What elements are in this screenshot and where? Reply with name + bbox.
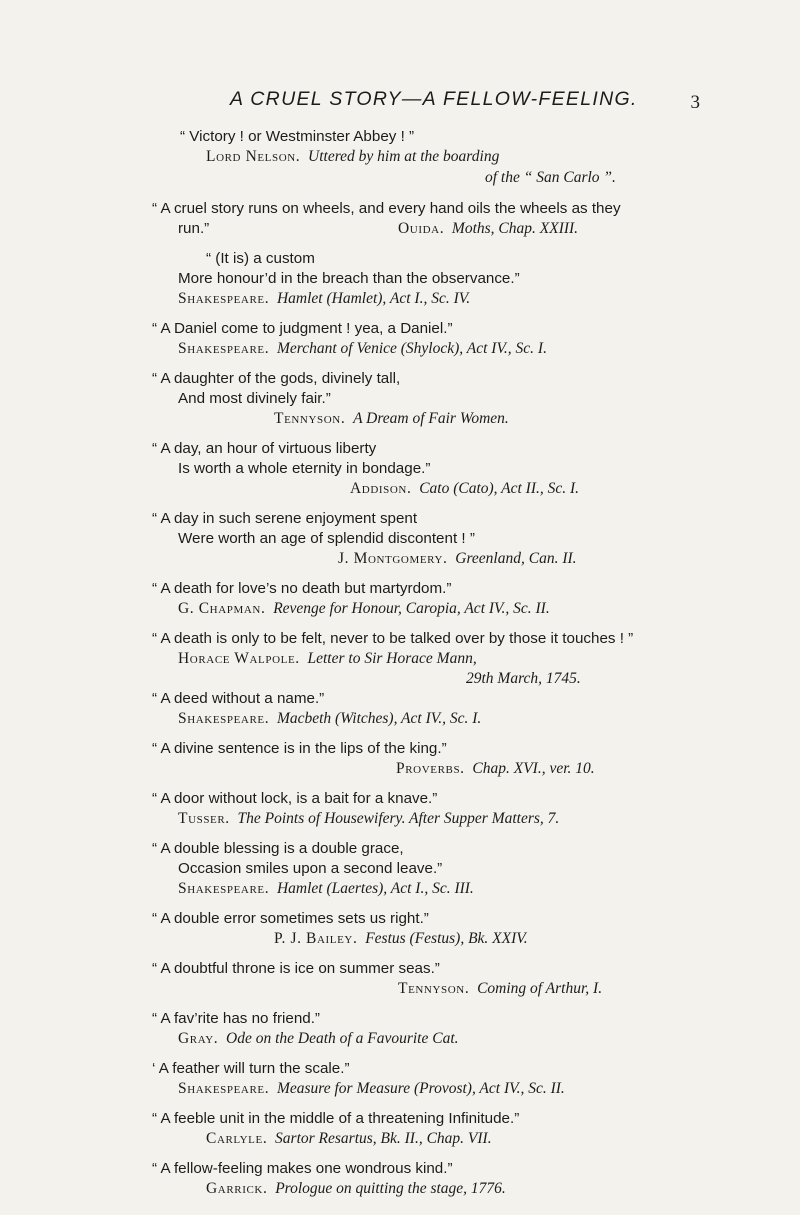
attribution-source: Coming of Arthur, I. [477,980,603,997]
attribution-source: 29th March, 1745. [466,670,581,687]
attribution-author: Tusser. [178,810,230,827]
attribution-line [350,479,579,499]
attribution-source: Cato (Cato), Act II., Sc. I. [419,480,580,497]
attribution-source: Ode on the Death of a Favourite Cat. [226,1030,459,1047]
attribution-author: Shakespeare. [178,880,270,897]
attribution-line [206,147,499,167]
attribution-line [274,929,528,949]
quote-line: “ A Daniel come to judgment ! yea, a Daniel.” [152,320,453,337]
attribution-source: Prologue on quitting the stage, 1776. [275,1180,506,1197]
attribution-line [206,1179,506,1199]
quote-line: “ A fellow-feeling makes one wondrous kind.” [152,1160,453,1177]
attribution-author: Tennyson. [274,410,346,427]
attribution-source: A Dream of Fair Women. [353,410,509,427]
attribution-source: Sartor Resartus, Bk. II., Chap. VII. [275,1130,492,1147]
attribution-source: Hamlet (Laertes), Act I., Sc. III. [276,880,474,897]
quote-line: ‘ A feather will turn the scale.” [152,1060,350,1077]
attribution-source: The Points of Housewifery. After Supper Matters, 7. [237,810,560,827]
attribution-line [178,289,470,309]
attribution-author: Ouida. [398,220,445,237]
quote-line: “ A cruel story runs on wheels, and every hand oils the wheels as they [152,200,621,217]
quote-line: Were worth an age of splendid discontent ! ” [178,530,475,547]
attribution-line [274,409,509,429]
attribution-line [178,599,550,619]
attribution-line [178,1029,459,1049]
attribution-author: Tennyson. [398,980,470,997]
attribution-author: Shakespeare. [178,710,270,727]
quote-line: “ Victory ! or Westminster Abbey ! ” [180,128,415,145]
quote-line: “ A deed without a name.” [152,690,325,707]
attribution-line [206,1129,492,1149]
attribution-source: Greenland, Can. II. [455,550,577,567]
attribution-author: Carlyle. [206,1130,268,1147]
attribution-source: Measure for Measure (Provost), Act IV., Sc. II. [276,1080,565,1097]
attribution-author: Shakespeare. [178,290,270,307]
attribution-source: Macbeth (Witches), Act IV., Sc. I. [276,710,482,727]
attribution-line [396,759,595,779]
attribution-author: G. Chapman. [178,600,266,617]
attribution-author: Shakespeare. [178,1080,270,1097]
attribution-source: Hamlet (Hamlet), Act I., Sc. IV. [276,290,471,307]
quote-line: “ A feeble unit in the middle of a threatening Infinitude.” [152,1110,520,1127]
quote-line: “ A fav’rite has no friend.” [152,1010,320,1027]
quote-line: “ A day, an hour of virtuous liberty [152,440,377,457]
attribution-source: Moths, Chap. XXIII. [451,220,579,237]
attribution-author: Garrick. [206,1180,268,1197]
attribution-line [338,549,577,569]
attribution-author: Horace Walpole. [178,650,300,667]
attribution-author: J. Montgomery. [338,550,448,567]
quote-line: “ A daughter of the gods, divinely tall, [152,370,401,387]
attribution-author: Addison. [350,480,412,497]
quote-line: More honour’d in the breach than the observance.” [178,270,520,287]
attribution-line [398,219,578,239]
attribution-source: Festus (Festus), Bk. XXIV. [365,930,528,947]
attribution-line [178,809,559,829]
attribution-source: Revenge for Honour, Caropia, Act IV., Sc. II. [273,600,550,617]
quote-line: “ A divine sentence is in the lips of the king.” [152,740,447,757]
quote-line: “ A doubtful throne is ice on summer seas.” [152,960,440,977]
page-number: 3 [690,92,700,113]
quote-line: “ (It is) a custom [206,250,315,267]
attribution-source: Chap. XVI., ver. 10. [472,760,595,777]
running-header [230,88,700,122]
quote-line: Is worth a whole eternity in bondage.” [178,460,431,477]
quote-line: “ A double blessing is a double grace, [152,840,404,857]
attribution-author: Shakespeare. [178,340,270,357]
attribution-line [398,979,602,999]
quote-line: “ A double error sometimes sets us right.” [152,910,429,927]
quote-line: “ A door without lock, is a bait for a knave.” [152,790,438,807]
quote-line: “ A death is only to be felt, never to be talked over by those it touches ! ” [152,630,634,647]
attribution-line [178,879,474,899]
attribution-line [178,709,481,729]
attribution-author: P. J. Bailey. [274,930,358,947]
attribution-author: Lord Nelson. [206,148,301,165]
attribution-line [178,339,547,359]
quote-line: run.” [178,220,210,237]
quote-line: “ A death for love’s no death but martyrdom.” [152,580,452,597]
attribution-source: of the “ San Carlo ”. [485,169,616,186]
attribution-author: Gray. [178,1030,219,1047]
attribution-source: Letter to Sir Horace Mann, [307,650,477,667]
quote-line: Occasion smiles upon a second leave.” [178,860,443,877]
attribution-line [178,1079,565,1099]
quote-line: And most divinely fair.” [178,390,331,407]
quote-line: “ A day in such serene enjoyment spent [152,510,418,527]
attribution-source: Merchant of Venice (Shylock), Act IV., Sc. I. [276,340,547,357]
attribution-author: Proverbs. [396,760,465,777]
attribution-source: Uttered by him at the boarding [308,148,500,165]
attribution-line [178,649,477,669]
running-head-title: A CRUEL STORY—A FELLOW-FEELING. [230,88,638,110]
